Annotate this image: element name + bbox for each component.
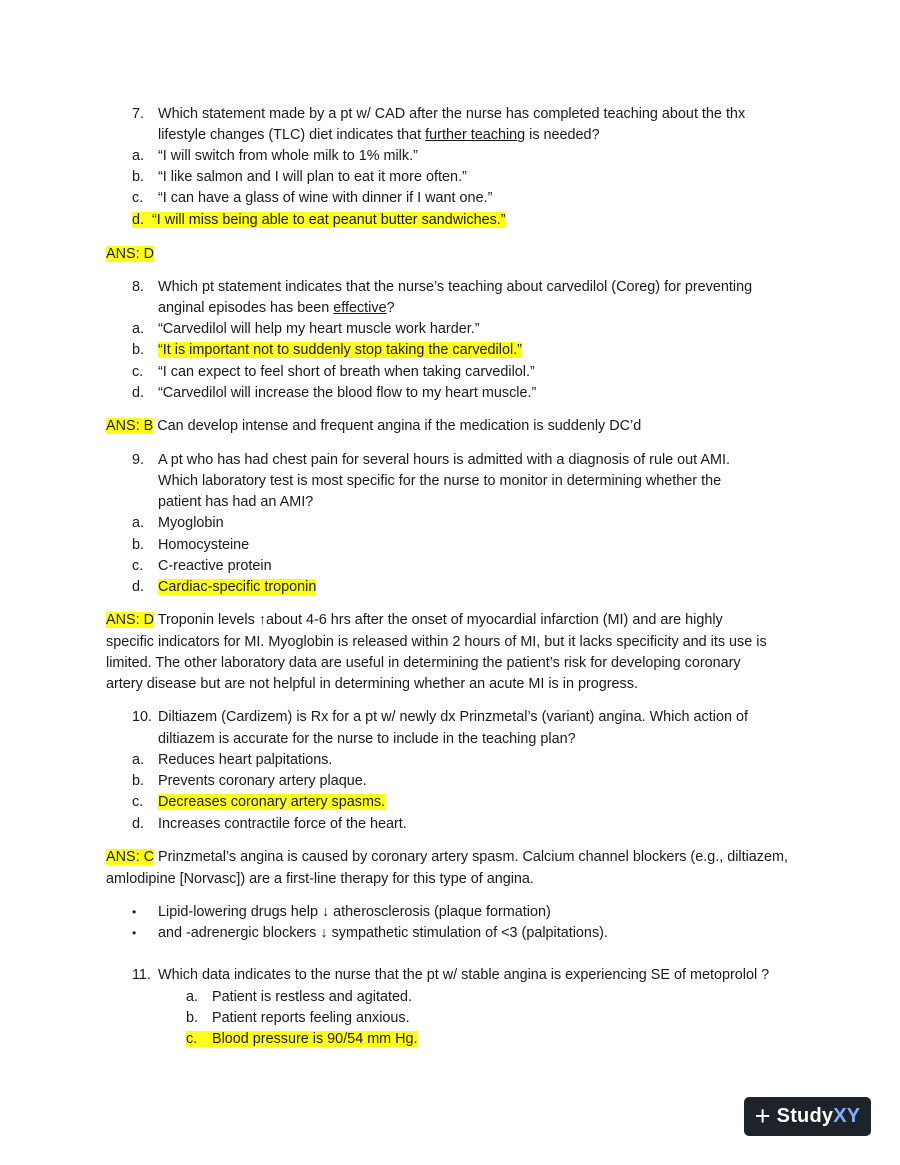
q7-stem-line1: 7. Which statement made by a pt w/ CAD after the nurse has completed teaching about the thx	[132, 104, 745, 125]
q8-underlined-text: effective	[333, 300, 387, 316]
q11-number: 11.	[132, 967, 151, 983]
q10-answer-line1: ANS: C Prinzmetal’s angina is caused by coronary artery spasm. Calcium channel blockers (e.g., diltiazem,	[106, 849, 788, 865]
q11-option-c: c. Blood pressure is 90/54 mm Hg.	[186, 1031, 418, 1047]
q7-option-d: d. “I will miss being able to eat peanut butter sandwiches.”	[132, 212, 506, 228]
q10-option-c: c. Decreases coronary artery spasms.	[132, 794, 386, 810]
q9-answer-line3: limited. The other laboratory data are useful in determining the patient’s risk for developing coronary	[106, 655, 741, 671]
q10-answer-line2: amlodipine [Norvasc]) are a first-line therapy for this type of angina.	[106, 871, 534, 887]
q7-number: 7.	[132, 106, 145, 122]
q9-answer-line4: artery disease but are not helpful in determining whether an acute MI is in progress.	[106, 676, 638, 692]
q9-answer-line2: specific indicators for MI. Myoglobin is released within 2 hours of MI, but it lacks specificity and its use is	[106, 634, 767, 650]
q11-option-b: b. Patient reports feeling anxious.	[186, 1010, 410, 1026]
q10-option-b: b. Prevents coronary artery plaque.	[132, 773, 367, 789]
q9-answer-line1: ANS: D Troponin levels ↑about 4-6 hrs after the onset of myocardial infarction (MI) and are highly	[106, 612, 723, 628]
q8-stem-line2: anginal episodes has been effective?	[158, 300, 395, 316]
q9-stem-line2: Which laboratory test is most specific for the nurse to monitor in determining whether the	[158, 473, 722, 489]
q10-stem-line2: diltiazem is accurate for the nurse to include in the teaching plan?	[158, 731, 576, 747]
q10-option-d: d. Increases contractile force of the heart.	[132, 816, 407, 832]
q11-stem: 11. Which data indicates to the nurse that the pt w/ stable angina is experiencing SE of metoprolol ?	[132, 965, 769, 986]
q9-option-b: b. Homocysteine	[132, 537, 250, 553]
q9-number: 9.	[132, 452, 145, 468]
q9-stem-line1: 9. A pt who has had chest pain for several hours is admitted with a diagnosis of rule out AMI.	[132, 450, 730, 471]
q9-option-c: c. C-reactive protein	[132, 558, 272, 574]
q10-number: 10.	[132, 709, 153, 725]
q9-option-d: d. Cardiac-specific troponin	[132, 579, 317, 595]
q10-option-a: a. Reduces heart palpitations.	[132, 752, 333, 768]
q9-option-a: a. Myoglobin	[132, 515, 224, 531]
q8-option-b: b. “It is important not to suddenly stop taking the carvedilol.”	[132, 342, 522, 358]
logo-text: StudyXY	[776, 1105, 861, 1127]
q8-option-a: a. “Carvedilol will help my heart muscle work harder.”	[132, 321, 480, 337]
bullet-icon: •	[132, 905, 137, 919]
q7-answer: ANS: D	[106, 246, 154, 262]
q8-option-d: d. “Carvedilol will increase the blood flow to my heart muscle.”	[132, 385, 537, 401]
q10-bullet-1: • Lipid-lowering drugs help ↓ atherosclerosis (plaque formation)	[132, 902, 551, 923]
q10-stem-line1: 10. Diltiazem (Cardizem) is Rx for a pt w/ newly dx Prinzmetal’s (variant) angina. Which action of	[132, 707, 748, 728]
q8-answer: ANS: B Can develop intense and frequent angina if the medication is suddenly DC’d	[106, 418, 642, 434]
q7-option-c: c. “I can have a glass of wine with dinner if I want one.”	[132, 190, 493, 206]
q7-stem-line2: lifestyle changes (TLC) diet indicates that further teaching is needed?	[158, 127, 600, 143]
q8-number: 8.	[132, 279, 145, 295]
q11-option-a: a. Patient is restless and agitated.	[186, 989, 412, 1005]
q7-underlined-text: further teaching	[425, 127, 526, 143]
q7-option-b: b. “I like salmon and I will plan to eat it more often.”	[132, 169, 467, 185]
q7-option-a: a. “I will switch from whole milk to 1% milk.”	[132, 148, 418, 164]
q8-stem-line1: 8. Which pt statement indicates that the nurse’s teaching about carvedilol (Coreg) for preventing	[132, 277, 752, 298]
bullet-icon: •	[132, 926, 137, 940]
plus-icon: +	[754, 1101, 771, 1131]
q10-bullet-2: • and -adrenergic blockers ↓ sympathetic stimulation of <3 (palpitations).	[132, 923, 608, 944]
q8-option-c: c. “I can expect to feel short of breath when taking carvedilol.”	[132, 364, 535, 380]
studyxy-logo[interactable]	[744, 1097, 871, 1136]
q9-stem-line3: patient has had an AMI?	[158, 494, 314, 510]
